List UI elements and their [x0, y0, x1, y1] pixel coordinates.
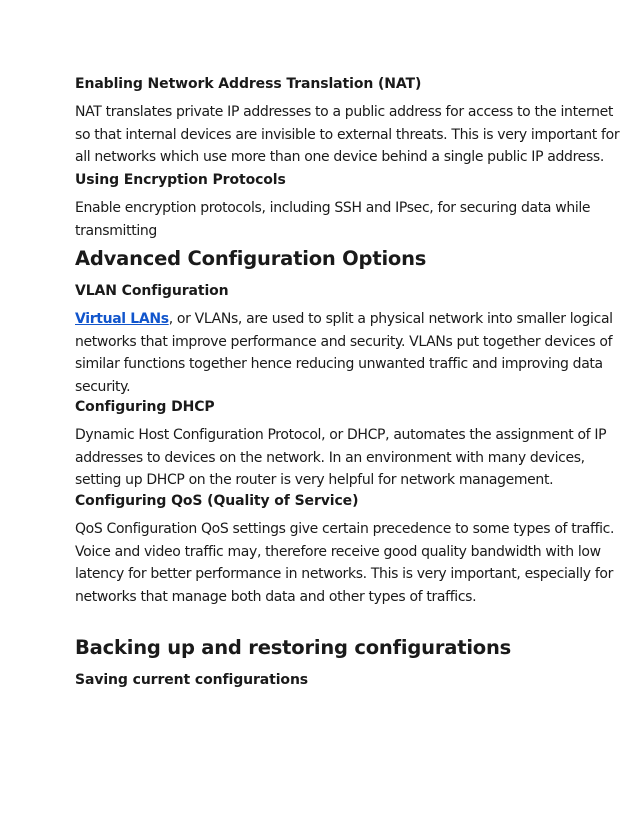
nat-heading: Enabling Network Address Translation (NAT)	[75, 76, 422, 92]
qos-paragraph	[75, 518, 615, 608]
encryption-paragraph	[75, 197, 591, 242]
nat-line: so that internal devices are invisible to external threats. This is very important for	[75, 126, 620, 143]
dhcp-line: Dynamic Host Configuration Protocol, or DHCP, automates the assignment of IP	[75, 427, 607, 443]
vlan-line: security.	[75, 378, 131, 395]
dhcp-paragraph	[75, 424, 607, 492]
vlan-heading: VLAN Configuration	[75, 283, 229, 299]
dhcp-line: addresses to devices on the network. In an environment with many devices,	[75, 449, 585, 466]
encryption-line: Enable encryption protocols, including SSH and IPsec, for securing data while	[75, 200, 591, 216]
vlan-line	[75, 308, 613, 331]
encryption-heading: Using Encryption Protocols	[75, 172, 286, 188]
saving-heading: Saving current configurations	[75, 672, 309, 688]
advanced-title: Advanced Configuration Options	[75, 247, 427, 270]
nat-line: all networks which use more than one device behind a single public IP address.	[75, 149, 604, 165]
qos-line: networks that manage both data and other types of traffics.	[75, 588, 477, 605]
qos-line: Voice and video traffic may, therefore receive good quality bandwidth with low	[75, 543, 601, 560]
qos-line: latency for better performance in networks. This is very important, especially for	[75, 566, 614, 582]
nat-line: NAT translates private IP addresses to a public address for access to the internet	[75, 104, 614, 120]
backup-title: Backing up and restoring configurations	[75, 636, 512, 659]
encryption-line: transmitting	[75, 222, 157, 239]
qos-line: QoS Configuration QoS settings give certain precedence to some types of traffic.	[75, 521, 615, 537]
vlan-line: networks that improve performance and security. VLANs put together devices of	[75, 333, 613, 350]
dhcp-heading: Configuring DHCP	[75, 399, 215, 415]
nat-paragraph	[75, 101, 620, 169]
vlan-paragraph	[75, 308, 613, 398]
dhcp-line: setting up DHCP on the router is very helpful for network management.	[75, 472, 554, 488]
vlan-line: similar functions together hence reducing unwanted traffic and improving data	[75, 356, 603, 372]
virtual-lans-link[interactable]: Virtual LANs	[75, 311, 169, 327]
qos-heading: Configuring QoS (Quality of Service)	[75, 493, 359, 509]
vlan-line-text: , or VLANs, are used to split a physical network into smaller logical	[168, 311, 613, 327]
